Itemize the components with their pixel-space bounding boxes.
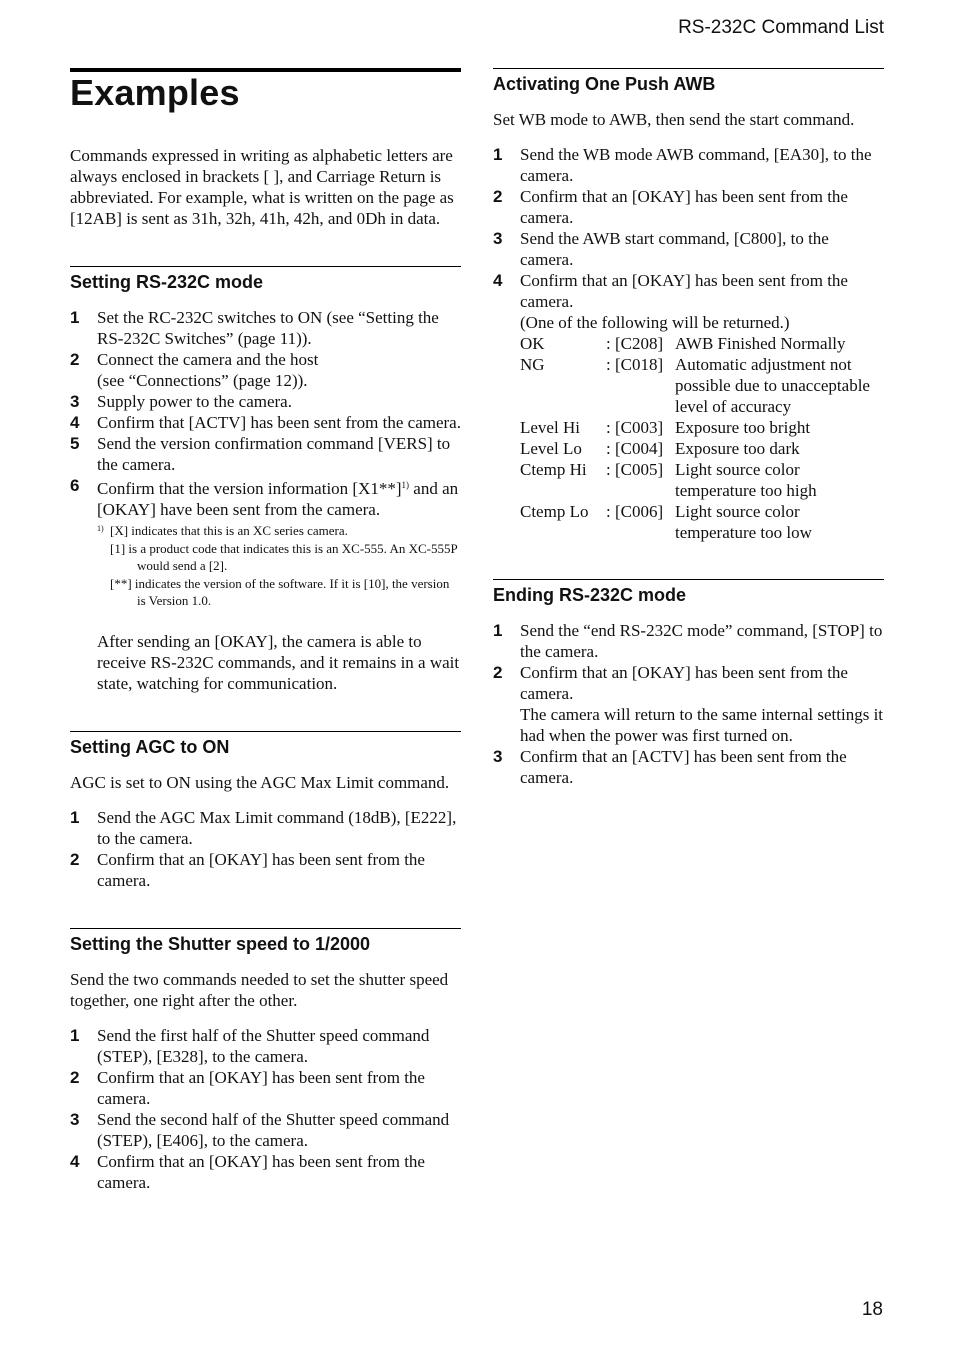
step-number: 2 — [70, 1067, 80, 1087]
page-title: Examples — [70, 68, 461, 113]
step-number: 2 — [70, 849, 80, 869]
step-note: The camera will return to the same internal settings it had when the power was first turned on. — [520, 705, 884, 745]
step-number: 4 — [493, 271, 503, 290]
page-number: 18 — [861, 1299, 883, 1320]
code-value: : [C208] — [606, 334, 664, 353]
code-meaning: Light source color temperature too low — [675, 502, 812, 542]
step-text: Confirm that an [OKAY] has been sent from the camera. — [97, 1067, 425, 1108]
code-label: Level Hi — [520, 418, 580, 437]
step-item — [493, 662, 884, 746]
step-number: 1 — [70, 308, 80, 327]
table-row — [520, 354, 884, 417]
step-number: 3 — [493, 229, 503, 248]
step-number: 2 — [493, 663, 503, 682]
step-item — [70, 391, 461, 412]
step-text: Confirm that an [OKAY] has been sent from the camera. — [520, 187, 848, 227]
table-row — [520, 333, 884, 354]
step-item — [493, 746, 884, 788]
step-text: Set the RC-232C switches to ON (see “Setting the RS-232C Switches” (page 11)). — [97, 308, 439, 348]
step-text-continued: (see “Connections” (page 12)). — [97, 371, 308, 390]
table-row — [520, 417, 884, 438]
step-number: 4 — [70, 413, 80, 432]
step-item — [70, 433, 461, 475]
step-number: 4 — [70, 1151, 80, 1171]
code-meaning: Exposure too dark — [675, 439, 800, 458]
step-item — [493, 620, 884, 662]
table-row — [520, 501, 884, 543]
step-number: 6 — [70, 476, 80, 495]
step-number: 1 — [493, 621, 503, 640]
section-description: AGC is set to ON using the AGC Max Limit command. — [70, 772, 450, 792]
step-list — [493, 620, 884, 788]
code-meaning: Automatic adjustment not possible due to unacceptable level of accuracy — [675, 355, 870, 416]
section-setting-agc — [70, 731, 461, 891]
step-item — [70, 307, 461, 349]
code-value: : [C003] — [606, 418, 664, 437]
step-text: Supply power to the camera. — [97, 392, 292, 411]
step-list — [70, 307, 461, 520]
step-list — [70, 807, 461, 891]
step-number: 1 — [493, 145, 503, 164]
step-item — [70, 1025, 461, 1067]
step-text: Send the version confirmation command [VERS] to the camera. — [97, 434, 451, 474]
footnote-mark: 1) — [97, 524, 104, 533]
section-description: Send the two commands needed to set the shutter speed together, one right after the other. — [70, 969, 449, 1010]
step-item — [70, 807, 461, 849]
step-text: Send the “end RS-232C mode” command, [STOP] to the camera. — [520, 621, 883, 661]
step-item — [70, 1109, 461, 1151]
code-label: Ctemp Lo — [520, 502, 589, 521]
step-number: 1 — [70, 1025, 80, 1045]
code-meaning: AWB Finished Normally — [675, 334, 846, 353]
step-text: Confirm that the version information [X1**] — [97, 479, 402, 498]
step-list — [493, 144, 884, 312]
step-item — [70, 849, 461, 891]
footnote-continuation — [110, 540, 461, 610]
code-meaning: Exposure too bright — [675, 418, 811, 437]
step-item — [493, 144, 884, 186]
section-ending-rs232c-mode — [493, 579, 884, 788]
step-text: Send the first half of the Shutter speed command (STEP), [E328], to the camera. — [97, 1025, 430, 1066]
code-label: Ctemp Hi — [520, 460, 587, 479]
right-column — [493, 68, 884, 788]
code-value: : [C006] — [606, 502, 664, 521]
step-text: Confirm that an [OKAY] has been sent from the camera. — [520, 663, 848, 703]
section-description: Set WB mode to AWB, then send the start command. — [493, 110, 855, 129]
running-header: RS-232C Command List — [678, 17, 884, 38]
left-column — [70, 68, 461, 1193]
step-item — [70, 1151, 461, 1193]
code-meaning: Light source color temperature too high — [675, 460, 817, 500]
footnote-line: [1] is a product code that indicates this is an XC-555. An XC-555P would send a [2]. — [110, 540, 458, 573]
footnote-line: [X] indicates that this is an XC series camera. — [110, 523, 348, 538]
step-item — [493, 270, 884, 312]
table-row — [520, 438, 884, 459]
step-text: Connect the camera and the host — [97, 350, 319, 369]
section-one-push-awb — [493, 68, 884, 543]
section-heading: Ending RS-232C mode — [493, 585, 687, 605]
section-heading: Setting the Shutter speed to 1/2000 — [70, 933, 371, 954]
step-text: Confirm that an [ACTV] has been sent from the camera. — [520, 747, 847, 787]
step-number: 3 — [70, 392, 80, 411]
step-number: 3 — [493, 747, 503, 766]
returns-note: (One of the following will be returned.) — [520, 313, 790, 332]
step-item — [70, 475, 461, 520]
step-item — [70, 412, 461, 433]
code-label: NG — [520, 355, 545, 374]
step-text: Send the AGC Max Limit command (18dB), [E222], to the camera. — [97, 807, 457, 848]
footnote-reference: 1) — [401, 480, 410, 490]
step-item — [493, 228, 884, 270]
table-row — [520, 459, 884, 501]
section-heading: Setting RS-232C mode — [70, 272, 264, 292]
step-number: 2 — [493, 187, 503, 206]
step-text-continued: and an [OKAY] have been sent from the camera. — [97, 479, 459, 519]
step-text: Send the second half of the Shutter speed command (STEP), [E406], to the camera. — [97, 1109, 450, 1150]
step-number: 2 — [70, 350, 80, 369]
step-number: 5 — [70, 434, 80, 453]
footnote — [97, 522, 461, 540]
section-setting-shutter-speed — [70, 928, 461, 1193]
step-item — [493, 186, 884, 228]
intro-paragraph: Commands expressed in writing as alphabetic letters are always enclosed in brackets [ ], and Carriage Return is abbreviated. For example, what is written on the page as [12AB] is sent as 31h, 32h, 41h, 42h, and 0Dh in data. — [70, 146, 454, 228]
section-heading: Setting AGC to ON — [70, 736, 230, 757]
step-list — [70, 1025, 461, 1193]
code-label: Level Lo — [520, 439, 582, 458]
step-number: 3 — [70, 1109, 80, 1129]
after-note: After sending an [OKAY], the camera is able to receive RS-232C commands, and it remains in a wait state, watching for communication. — [97, 631, 460, 693]
step-text: Confirm that an [OKAY] has been sent from the camera. — [520, 271, 848, 311]
footnote-line: [**] indicates the version of the software. If it is [10], the version is Version 1.0. — [110, 575, 450, 608]
step-number: 1 — [70, 807, 80, 827]
step-text: Confirm that an [OKAY] has been sent from the camera. — [97, 849, 425, 890]
step-text: Confirm that [ACTV] has been sent from the camera. — [97, 413, 461, 432]
step-text: Send the AWB start command, [C800], to the camera. — [520, 229, 829, 269]
section-heading: Activating One Push AWB — [493, 74, 716, 94]
code-value: : [C004] — [606, 439, 664, 458]
code-value: : [C005] — [606, 460, 664, 479]
code-value: : [C018] — [606, 355, 664, 374]
step-item — [70, 1067, 461, 1109]
step-item — [70, 349, 461, 391]
return-codes-table — [520, 333, 884, 543]
step-text: Confirm that an [OKAY] has been sent from the camera. — [97, 1151, 425, 1192]
code-label: OK — [520, 334, 545, 353]
section-setting-rs232c-mode — [70, 266, 461, 694]
step-text: Send the WB mode AWB command, [EA30], to the camera. — [520, 145, 872, 185]
